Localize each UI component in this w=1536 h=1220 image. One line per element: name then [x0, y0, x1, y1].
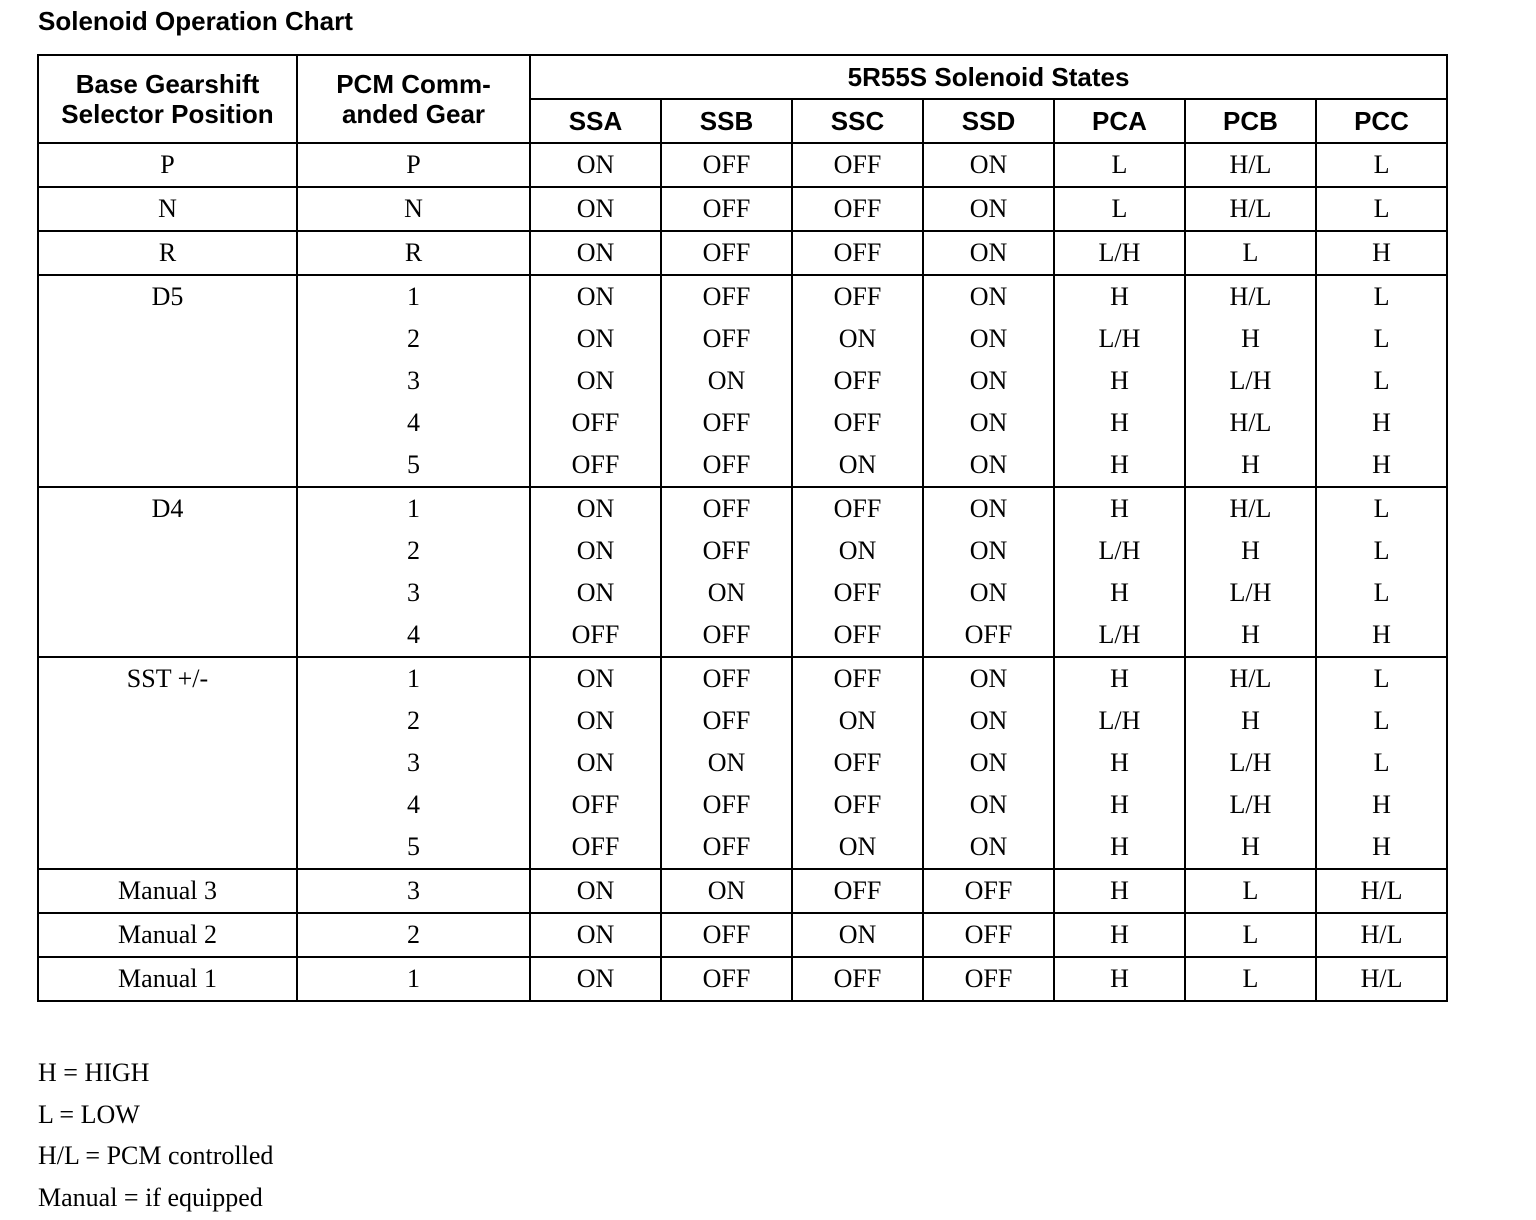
state-cell-ssa: ON — [530, 913, 661, 957]
header-ssc: SSC — [792, 99, 923, 143]
selector-position-cell: D5 — [38, 275, 297, 487]
header-commanded-gear — [297, 55, 530, 143]
state-cell-ssc: OFF — [792, 402, 923, 444]
state-cell-ssb: ON — [661, 742, 792, 784]
state-cell-ssd: ON — [923, 231, 1054, 275]
state-cell-ssd: ON — [923, 700, 1054, 742]
state-cell-pcb: L/H — [1185, 572, 1316, 614]
state-cell-ssa: ON — [530, 318, 661, 360]
header-ssb: SSB — [661, 99, 792, 143]
state-cell-pca: H — [1054, 572, 1185, 614]
state-cell-ssd: ON — [923, 143, 1054, 187]
commanded-gear-cell: 2 — [297, 318, 530, 360]
state-cell-ssa: ON — [530, 231, 661, 275]
state-cell-ssc: ON — [792, 913, 923, 957]
state-cell-pca: H — [1054, 784, 1185, 826]
state-cell-pcb: H/L — [1185, 657, 1316, 700]
legend-item: L = LOW — [38, 1099, 140, 1129]
selector-position-cell: Manual 1 — [38, 957, 297, 1001]
state-cell-pcb: H/L — [1185, 275, 1316, 318]
state-cell-pca: L — [1054, 187, 1185, 231]
state-cell-ssd: ON — [923, 784, 1054, 826]
header-ssd: SSD — [923, 99, 1054, 143]
table-row — [38, 957, 1447, 1001]
state-cell-ssb: OFF — [661, 957, 792, 1001]
state-cell-pcb: H — [1185, 614, 1316, 657]
state-cell-ssc: OFF — [792, 869, 923, 913]
selector-position-cell: SST +/- — [38, 657, 297, 869]
state-cell-pcc: H — [1316, 614, 1447, 657]
header-selector-position — [38, 55, 297, 143]
commanded-gear-cell: 5 — [297, 826, 530, 869]
state-cell-pcc: L — [1316, 187, 1447, 231]
header-selector-position-text: Base Gearshift Selector Position — [61, 69, 274, 129]
state-cell-ssb: OFF — [661, 444, 792, 487]
state-cell-pcb: L — [1185, 957, 1316, 1001]
state-cell-pca: L/H — [1054, 231, 1185, 275]
state-cell-pcb: L — [1185, 869, 1316, 913]
state-cell-ssb: OFF — [661, 784, 792, 826]
state-cell-ssc: OFF — [792, 572, 923, 614]
commanded-gear-cell: 3 — [297, 742, 530, 784]
commanded-gear-cell: 2 — [297, 700, 530, 742]
state-cell-pcb: L — [1185, 231, 1316, 275]
state-cell-ssc: OFF — [792, 957, 923, 1001]
selector-position-cell: D4 — [38, 487, 297, 657]
state-cell-pcc: H — [1316, 784, 1447, 826]
state-cell-pca: L — [1054, 143, 1185, 187]
state-cell-ssc: ON — [792, 318, 923, 360]
state-cell-pcb: L/H — [1185, 360, 1316, 402]
state-cell-pca: H — [1054, 444, 1185, 487]
state-cell-pca: H — [1054, 826, 1185, 869]
state-cell-ssa: ON — [530, 572, 661, 614]
state-cell-pca: H — [1054, 657, 1185, 700]
commanded-gear-cell: 2 — [297, 913, 530, 957]
state-cell-pca: L/H — [1054, 700, 1185, 742]
commanded-gear-cell: 3 — [297, 869, 530, 913]
state-cell-pcc: L — [1316, 487, 1447, 530]
state-cell-pca: H — [1054, 869, 1185, 913]
state-cell-ssc: ON — [792, 700, 923, 742]
state-cell-ssa: ON — [530, 530, 661, 572]
state-cell-pcc: L — [1316, 530, 1447, 572]
state-cell-ssc: ON — [792, 530, 923, 572]
legend-item: H = HIGH — [38, 1058, 150, 1087]
state-cell-ssb: OFF — [661, 318, 792, 360]
state-cell-ssb: OFF — [661, 402, 792, 444]
header-commanded-gear-text: PCM Comm- anded Gear — [336, 69, 491, 129]
state-cell-ssc: OFF — [792, 487, 923, 530]
state-cell-ssb: OFF — [661, 614, 792, 657]
state-cell-ssd: ON — [923, 318, 1054, 360]
selector-position-cell: R — [38, 231, 297, 275]
state-cell-pcb: H/L — [1185, 187, 1316, 231]
state-cell-ssa: OFF — [530, 614, 661, 657]
state-cell-ssb: OFF — [661, 913, 792, 957]
state-cell-pcc: L — [1316, 572, 1447, 614]
commanded-gear-cell: N — [297, 187, 530, 231]
commanded-gear-cell: 4 — [297, 402, 530, 444]
state-cell-ssc: OFF — [792, 657, 923, 700]
table-row — [38, 657, 1447, 700]
state-cell-ssd: ON — [923, 275, 1054, 318]
header-ssa: SSA — [530, 99, 661, 143]
state-cell-pcc: L — [1316, 143, 1447, 187]
state-cell-pca: L/H — [1054, 614, 1185, 657]
selector-position-cell: Manual 3 — [38, 869, 297, 913]
state-cell-ssc: OFF — [792, 742, 923, 784]
state-cell-pca: H — [1054, 275, 1185, 318]
state-cell-pca: H — [1054, 487, 1185, 530]
state-cell-ssd: ON — [923, 402, 1054, 444]
state-cell-ssd: ON — [923, 360, 1054, 402]
state-cell-ssa: OFF — [530, 784, 661, 826]
state-cell-ssa: ON — [530, 360, 661, 402]
table-row — [38, 275, 1447, 318]
state-cell-pcb: L — [1185, 913, 1316, 957]
commanded-gear-cell: 2 — [297, 530, 530, 572]
state-cell-pcb: H — [1185, 530, 1316, 572]
state-cell-ssd: OFF — [923, 957, 1054, 1001]
state-cell-pcb: H/L — [1185, 402, 1316, 444]
state-cell-pca: H — [1054, 913, 1185, 957]
state-cell-pcc: L — [1316, 657, 1447, 700]
state-cell-ssd: ON — [923, 487, 1054, 530]
state-cell-pcc: L — [1316, 360, 1447, 402]
commanded-gear-cell: 5 — [297, 444, 530, 487]
state-cell-pcc: H/L — [1316, 957, 1447, 1001]
commanded-gear-cell: 1 — [297, 957, 530, 1001]
state-cell-pcb: L/H — [1185, 784, 1316, 826]
legend — [38, 1052, 273, 1218]
table-row — [38, 487, 1447, 530]
state-cell-pcb: L/H — [1185, 742, 1316, 784]
state-cell-pca: L/H — [1054, 530, 1185, 572]
state-cell-pcc: H — [1316, 444, 1447, 487]
state-cell-ssa: ON — [530, 487, 661, 530]
state-cell-ssb: OFF — [661, 700, 792, 742]
state-cell-ssd: ON — [923, 530, 1054, 572]
table-row — [38, 143, 1447, 187]
state-cell-pcb: H/L — [1185, 143, 1316, 187]
state-cell-ssd: ON — [923, 657, 1054, 700]
state-cell-ssc: OFF — [792, 360, 923, 402]
state-cell-pca: H — [1054, 360, 1185, 402]
commanded-gear-cell: 4 — [297, 614, 530, 657]
state-cell-pcb: H — [1185, 444, 1316, 487]
state-cell-ssd: ON — [923, 826, 1054, 869]
page-title: Solenoid Operation Chart — [38, 6, 353, 36]
commanded-gear-cell: R — [297, 231, 530, 275]
table-row — [38, 187, 1447, 231]
header-solenoid-states: 5R55S Solenoid States — [530, 55, 1447, 99]
commanded-gear-cell: 1 — [297, 487, 530, 530]
state-cell-ssc: OFF — [792, 614, 923, 657]
state-cell-ssa: ON — [530, 700, 661, 742]
state-cell-ssb: OFF — [661, 231, 792, 275]
state-cell-pcc: L — [1316, 318, 1447, 360]
header-pca: PCA — [1054, 99, 1185, 143]
state-cell-pca: H — [1054, 742, 1185, 784]
table-row — [38, 869, 1447, 913]
state-cell-ssc: OFF — [792, 275, 923, 318]
state-cell-pcb: H — [1185, 318, 1316, 360]
state-cell-ssd: OFF — [923, 913, 1054, 957]
state-cell-ssc: ON — [792, 444, 923, 487]
state-cell-ssa: ON — [530, 275, 661, 318]
state-cell-ssb: OFF — [661, 657, 792, 700]
header-pcc: PCC — [1316, 99, 1447, 143]
state-cell-pcb: H/L — [1185, 487, 1316, 530]
table-row — [38, 913, 1447, 957]
state-cell-pcc: L — [1316, 275, 1447, 318]
state-cell-ssb: ON — [661, 572, 792, 614]
state-cell-ssb: ON — [661, 869, 792, 913]
commanded-gear-cell: 4 — [297, 784, 530, 826]
state-cell-ssd: ON — [923, 444, 1054, 487]
state-cell-ssc: OFF — [792, 143, 923, 187]
selector-position-cell: Manual 2 — [38, 913, 297, 957]
state-cell-ssd: ON — [923, 742, 1054, 784]
state-cell-pcc: H — [1316, 402, 1447, 444]
state-cell-ssa: ON — [530, 143, 661, 187]
solenoid-operation-table — [37, 54, 1448, 1002]
state-cell-ssc: OFF — [792, 784, 923, 826]
state-cell-ssd: ON — [923, 572, 1054, 614]
state-cell-ssc: OFF — [792, 187, 923, 231]
state-cell-pcc: L — [1316, 700, 1447, 742]
state-cell-ssb: OFF — [661, 143, 792, 187]
state-cell-ssd: OFF — [923, 614, 1054, 657]
state-cell-ssd: OFF — [923, 869, 1054, 913]
state-cell-pca: L/H — [1054, 318, 1185, 360]
state-cell-pcc: H — [1316, 231, 1447, 275]
state-cell-ssc: ON — [792, 826, 923, 869]
state-cell-pcc: H/L — [1316, 913, 1447, 957]
state-cell-ssa: OFF — [530, 444, 661, 487]
commanded-gear-cell: 3 — [297, 360, 530, 402]
state-cell-ssb: ON — [661, 360, 792, 402]
state-cell-pca: H — [1054, 957, 1185, 1001]
table-row — [38, 231, 1447, 275]
state-cell-pcc: H — [1316, 826, 1447, 869]
state-cell-pcb: H — [1185, 700, 1316, 742]
legend-item: H/L = PCM controlled — [38, 1141, 274, 1170]
state-cell-ssb: OFF — [661, 826, 792, 869]
commanded-gear-cell: 3 — [297, 572, 530, 614]
state-cell-ssa: ON — [530, 869, 661, 913]
state-cell-ssb: OFF — [661, 187, 792, 231]
header-pcb: PCB — [1185, 99, 1316, 143]
state-cell-ssb: OFF — [661, 530, 792, 572]
selector-position-cell: N — [38, 187, 297, 231]
state-cell-ssd: ON — [923, 187, 1054, 231]
commanded-gear-cell: 1 — [297, 657, 530, 700]
state-cell-ssa: OFF — [530, 402, 661, 444]
state-cell-ssc: OFF — [792, 231, 923, 275]
state-cell-ssa: OFF — [530, 826, 661, 869]
commanded-gear-cell: P — [297, 143, 530, 187]
state-cell-ssa: ON — [530, 957, 661, 1001]
state-cell-ssa: ON — [530, 742, 661, 784]
legend-item: Manual = if equipped — [38, 1182, 263, 1212]
state-cell-ssb: OFF — [661, 275, 792, 318]
state-cell-ssa: ON — [530, 657, 661, 700]
selector-position-cell: P — [38, 143, 297, 187]
state-cell-ssb: OFF — [661, 487, 792, 530]
state-cell-ssa: ON — [530, 187, 661, 231]
state-cell-pca: H — [1054, 402, 1185, 444]
commanded-gear-cell: 1 — [297, 275, 530, 318]
state-cell-pcc: H/L — [1316, 869, 1447, 913]
state-cell-pcb: H — [1185, 826, 1316, 869]
state-cell-pcc: L — [1316, 742, 1447, 784]
